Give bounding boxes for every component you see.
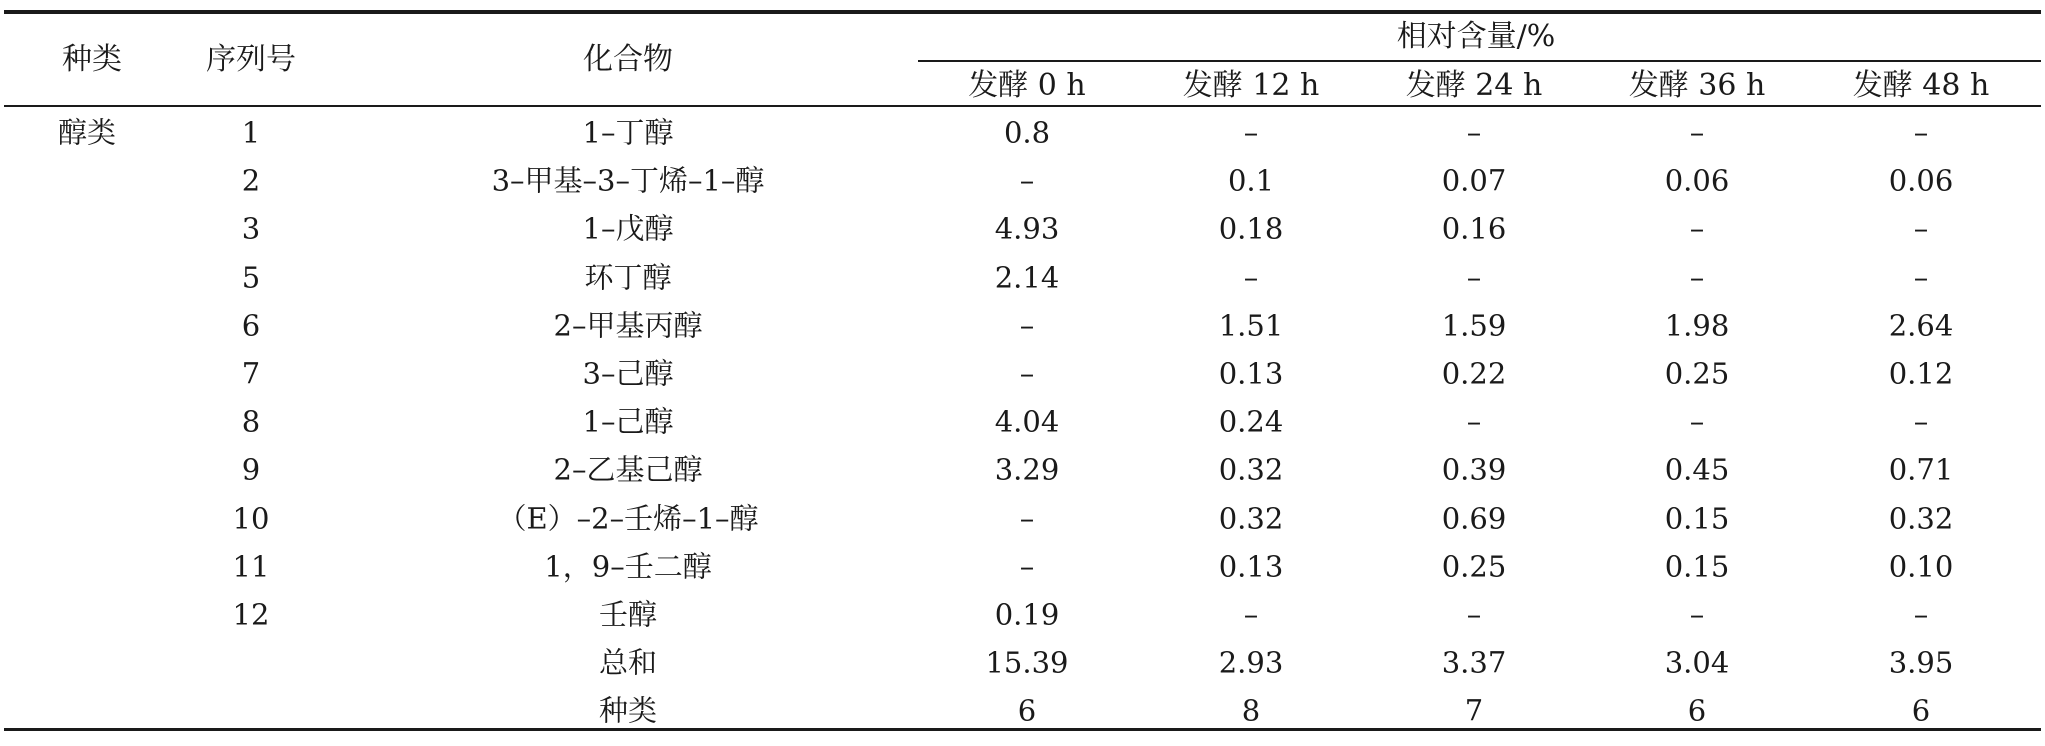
value-cell: 6 [1911, 693, 1931, 728]
header-serial: 序列号 [206, 42, 296, 77]
header-time-48h: 发酵 48 h [1852, 68, 1990, 103]
value-cell: 0.8 [1003, 115, 1051, 150]
value-cell: 0.19 [994, 597, 1060, 632]
value-cell: – [1689, 211, 1705, 246]
value-cell: – [1019, 549, 1035, 584]
header-relative-content: 相对含量/% [1396, 19, 1556, 54]
compound-cell: 3–己醇 [582, 356, 674, 391]
value-cell: – [1019, 163, 1035, 198]
value-cell: – [1689, 115, 1705, 150]
compound-cell: 种类 [598, 693, 658, 728]
value-cell: – [1913, 115, 1929, 150]
value-cell: 0.25 [1664, 356, 1730, 391]
compound-cell: （E）–2–壬烯–1–醇 [497, 501, 759, 536]
value-cell: – [1689, 260, 1705, 295]
value-cell: 0.32 [1218, 452, 1284, 487]
value-cell: – [1689, 404, 1705, 439]
value-cell: 0.15 [1664, 501, 1730, 536]
header-sub-rule [918, 60, 2041, 62]
compound-cell: 环丁醇 [584, 260, 672, 295]
table-top-rule [4, 10, 2041, 14]
value-cell: – [1243, 115, 1259, 150]
value-cell: 0.13 [1218, 356, 1284, 391]
serial-cell: 2 [241, 163, 261, 198]
serial-cell: 10 [232, 501, 270, 536]
value-cell: 0.1 [1227, 163, 1275, 198]
value-cell: 0.13 [1218, 549, 1284, 584]
serial-cell: 5 [241, 260, 261, 295]
value-cell: 0.18 [1218, 211, 1284, 246]
value-cell: – [1019, 356, 1035, 391]
header-time-12h: 发酵 12 h [1182, 68, 1320, 103]
value-cell: – [1466, 597, 1482, 632]
value-cell: – [1019, 308, 1035, 343]
serial-cell: 9 [241, 452, 261, 487]
value-cell: – [1243, 597, 1259, 632]
value-cell: 1.51 [1218, 308, 1284, 343]
value-cell: 0.16 [1441, 211, 1507, 246]
value-cell: 1.59 [1441, 308, 1507, 343]
compound-cell: 1，9–壬二醇 [544, 549, 712, 584]
compound-cell: 1–丁醇 [582, 115, 674, 150]
compound-cell: 2–乙基己醇 [553, 452, 703, 487]
value-cell: 0.71 [1888, 452, 1954, 487]
header-time-36h: 发酵 36 h [1628, 68, 1766, 103]
value-cell: 3.04 [1664, 645, 1730, 680]
value-cell: 0.25 [1441, 549, 1507, 584]
value-cell: 0.15 [1664, 549, 1730, 584]
serial-cell: 3 [241, 211, 261, 246]
compound-cell: 壬醇 [598, 597, 658, 632]
value-cell: 3.37 [1441, 645, 1507, 680]
header-time-0h: 发酵 0 h [968, 68, 1086, 103]
value-cell: – [1243, 260, 1259, 295]
category-alcohols: 醇类 [58, 115, 117, 150]
value-cell: 2.64 [1888, 308, 1954, 343]
value-cell: 0.32 [1888, 501, 1954, 536]
value-cell: – [1019, 501, 1035, 536]
value-cell: 3.29 [994, 452, 1060, 487]
value-cell: – [1466, 260, 1482, 295]
serial-cell: 8 [241, 404, 261, 439]
serial-cell: 11 [232, 549, 270, 584]
compound-cell: 3–甲基–3–丁烯–1–醇 [491, 163, 765, 198]
value-cell: 7 [1464, 693, 1484, 728]
serial-cell: 7 [241, 356, 261, 391]
value-cell: 1.98 [1664, 308, 1730, 343]
value-cell: – [1913, 211, 1929, 246]
value-cell: 8 [1241, 693, 1261, 728]
value-cell: 0.06 [1664, 163, 1730, 198]
value-cell: 0.22 [1441, 356, 1507, 391]
header-species: 种类 [62, 42, 122, 77]
value-cell: 0.24 [1218, 404, 1284, 439]
value-cell: 6 [1017, 693, 1037, 728]
value-cell: 6 [1687, 693, 1707, 728]
value-cell: 2.14 [994, 260, 1060, 295]
serial-cell: 1 [241, 115, 261, 150]
value-cell: 0.69 [1441, 501, 1507, 536]
value-cell: 15.39 [985, 645, 1069, 680]
value-cell: 0.45 [1664, 452, 1730, 487]
table-bottom-rule [4, 728, 2041, 731]
value-cell: – [1913, 260, 1929, 295]
compound-cell: 1–己醇 [582, 404, 674, 439]
compound-cell: 1–戊醇 [582, 211, 674, 246]
value-cell: 0.12 [1888, 356, 1954, 391]
value-cell: – [1466, 115, 1482, 150]
serial-cell: 6 [241, 308, 261, 343]
value-cell: 2.93 [1218, 645, 1284, 680]
value-cell: 0.07 [1441, 163, 1507, 198]
value-cell: 0.39 [1441, 452, 1507, 487]
compound-cell: 总和 [598, 645, 658, 680]
value-cell: 3.95 [1888, 645, 1954, 680]
value-cell: – [1913, 404, 1929, 439]
value-cell: – [1689, 597, 1705, 632]
value-cell: 4.04 [994, 404, 1060, 439]
header-time-24h: 发酵 24 h [1405, 68, 1543, 103]
value-cell: 4.93 [994, 211, 1060, 246]
header-compound: 化合物 [583, 42, 673, 77]
value-cell: – [1466, 404, 1482, 439]
value-cell: 0.32 [1218, 501, 1284, 536]
value-cell: 0.06 [1888, 163, 1954, 198]
header-bottom-rule [4, 105, 2041, 107]
value-cell: – [1913, 597, 1929, 632]
compound-cell: 2–甲基丙醇 [553, 308, 703, 343]
serial-cell: 12 [232, 597, 270, 632]
value-cell: 0.10 [1888, 549, 1954, 584]
